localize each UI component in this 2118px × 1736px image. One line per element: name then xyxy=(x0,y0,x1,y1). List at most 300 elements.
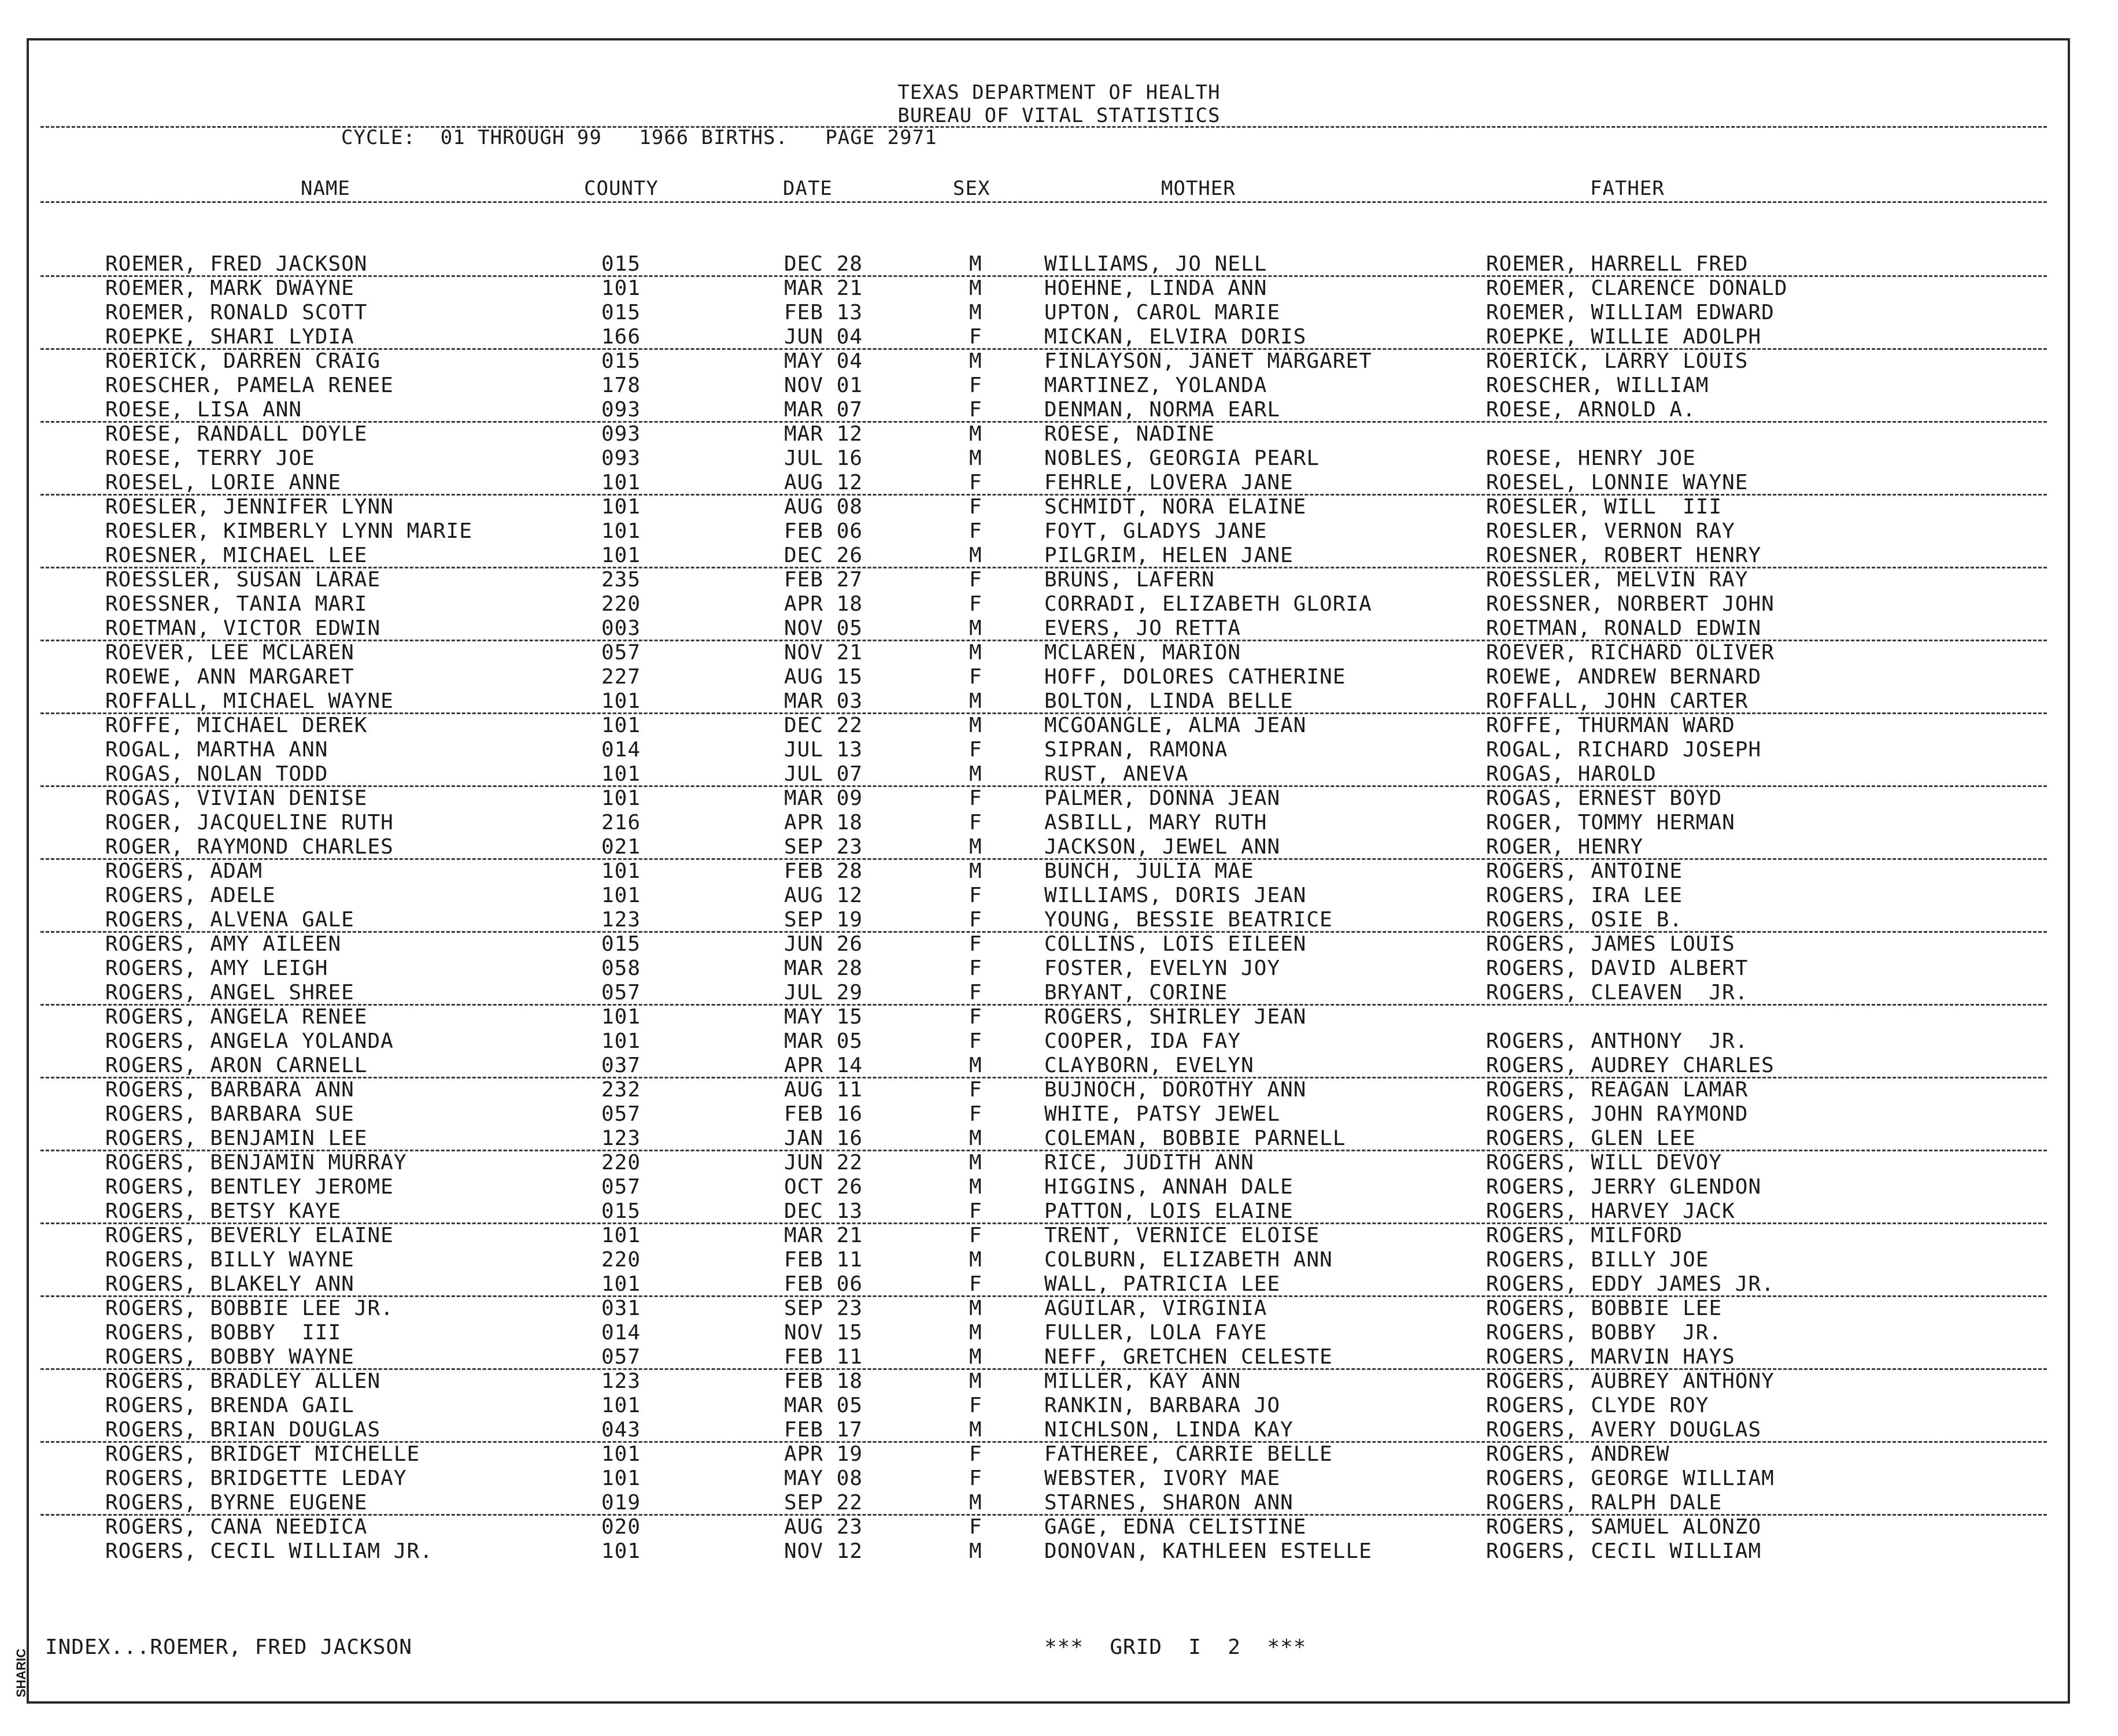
cell-mother: RANKIN, BARBARA JO xyxy=(1044,1394,1281,1417)
cell-date: JUN 22 xyxy=(784,1151,863,1174)
cell-father: ROGERS, JERRY GLENDON xyxy=(1486,1175,1762,1199)
cell-name: ROGERS, BYRNE EUGENE xyxy=(105,1491,368,1515)
cell-father: ROGERS, EDDY JAMES JR. xyxy=(1486,1272,1775,1296)
cell-county: 015 xyxy=(601,1199,641,1223)
cell-date: FEB 27 xyxy=(784,568,863,592)
cell-name: ROESCHER, PAMELA RENEE xyxy=(105,374,394,397)
cell-mother: MCGOANGLE, ALMA JEAN xyxy=(1044,714,1307,737)
cell-father: ROESE, HENRY JOE xyxy=(1486,446,1696,470)
cell-sex: F xyxy=(969,1005,982,1029)
cell-name: ROEVER, LEE MCLAREN xyxy=(105,641,354,664)
cell-name: ROGERS, BOBBY III xyxy=(105,1321,342,1345)
cell-name: ROFFE, MICHAEL DEREK xyxy=(105,714,368,737)
table-row xyxy=(0,301,2118,325)
cell-name: ROGERS, ADELE xyxy=(105,884,276,907)
cell-name: ROGAL, MARTHA ANN xyxy=(105,738,328,762)
footer-index: INDEX...ROEMER, FRED JACKSON xyxy=(45,1635,412,1659)
cell-father: ROGERS, DAVID ALBERT xyxy=(1486,956,1749,980)
cell-county: 101 xyxy=(601,859,641,883)
cell-father: ROERICK, LARRY LOUIS xyxy=(1486,349,1749,373)
cell-mother: COLBURN, ELIZABETH ANN xyxy=(1044,1248,1333,1272)
cell-county: 057 xyxy=(601,1345,641,1369)
cell-sex: F xyxy=(969,1029,982,1053)
cell-father: ROESEL, LONNIE WAYNE xyxy=(1486,471,1749,494)
table-row xyxy=(0,1321,2118,1345)
cell-sex: F xyxy=(969,495,982,519)
cell-father: ROGERS, RALPH DALE xyxy=(1486,1491,1723,1515)
cell-name: ROETMAN, VICTOR EDWIN xyxy=(105,616,381,640)
cell-sex: F xyxy=(969,786,982,810)
cell-mother: WALL, PATRICIA LEE xyxy=(1044,1272,1281,1296)
column-header-rule xyxy=(40,201,2047,203)
table-row xyxy=(0,1248,2118,1272)
cell-date: MAY 08 xyxy=(784,1467,863,1490)
cell-mother: FATHEREE, CARRIE BELLE xyxy=(1044,1442,1333,1466)
cell-date: DEC 22 xyxy=(784,714,863,737)
cell-sex: M xyxy=(969,446,982,470)
col-header-date: DATE xyxy=(783,177,833,200)
cell-name: ROGERS, ALVENA GALE xyxy=(105,908,354,932)
cell-father: ROGAS, ERNEST BOYD xyxy=(1486,786,1723,810)
cell-mother: NEFF, GRETCHEN CELESTE xyxy=(1044,1345,1333,1369)
footer-grid: *** GRID I 2 *** xyxy=(1044,1635,1307,1659)
cell-mother: CLAYBORN, EVELYN xyxy=(1044,1054,1254,1077)
cell-mother: PALMER, DONNA JEAN xyxy=(1044,786,1281,810)
col-header-county: COUNTY xyxy=(584,177,659,200)
cell-name: ROESE, RANDALL DOYLE xyxy=(105,422,368,446)
cell-name: ROGERS, BENTLEY JEROME xyxy=(105,1175,394,1199)
cycle-line: CYCLE: 01 THROUGH 99 1966 BIRTHS. PAGE 2971 xyxy=(341,126,937,149)
cell-father: ROGERS, AVERY DOUGLAS xyxy=(1486,1418,1762,1442)
cell-mother: ASBILL, MARY RUTH xyxy=(1044,811,1267,834)
cell-father: ROGERS, AUDREY CHARLES xyxy=(1486,1054,1775,1077)
cell-county: 220 xyxy=(601,592,641,616)
cell-sex: F xyxy=(969,1394,982,1417)
cell-date: APR 19 xyxy=(784,1442,863,1466)
table-row xyxy=(0,1515,2118,1539)
cell-name: ROEMER, RONALD SCOTT xyxy=(105,301,368,324)
cell-father: ROEVER, RICHARD OLIVER xyxy=(1486,641,1775,664)
cell-mother: STARNES, SHARON ANN xyxy=(1044,1491,1293,1515)
cell-name: ROEWE, ANN MARGARET xyxy=(105,665,354,689)
cell-sex: F xyxy=(969,519,982,543)
cell-mother: COLEMAN, BOBBIE PARNELL xyxy=(1044,1126,1346,1150)
col-header-mother: MOTHER xyxy=(1161,177,1236,200)
cell-mother: FULLER, LOLA FAYE xyxy=(1044,1321,1267,1345)
cell-father: ROGERS, WILL DEVOY xyxy=(1486,1151,1723,1174)
cell-father: ROEPKE, WILLIE ADOLPH xyxy=(1486,325,1762,349)
cell-father: ROGERS, REAGAN LAMAR xyxy=(1486,1078,1749,1102)
cell-father: ROESSLER, MELVIN RAY xyxy=(1486,568,1749,592)
cell-county: 101 xyxy=(601,714,641,737)
cell-mother: MCLAREN, MARION xyxy=(1044,641,1241,664)
table-row xyxy=(0,665,2118,689)
cell-father: ROGERS, BILLY JOE xyxy=(1486,1248,1709,1272)
col-header-father: FATHER xyxy=(1590,177,1665,200)
cell-date: NOV 05 xyxy=(784,616,863,640)
cell-mother: GAGE, EDNA CELISTINE xyxy=(1044,1515,1307,1539)
cell-date: JAN 16 xyxy=(784,1126,863,1150)
cell-mother: PILGRIM, HELEN JANE xyxy=(1044,544,1293,567)
cell-father: ROFFE, THURMAN WARD xyxy=(1486,714,1735,737)
cell-father: ROESCHER, WILLIAM xyxy=(1486,374,1709,397)
cell-mother: DENMAN, NORMA EARL xyxy=(1044,398,1281,422)
cell-name: ROGERS, BETSY KAYE xyxy=(105,1199,342,1223)
cell-county: 101 xyxy=(601,471,641,494)
cell-name: ROGERS, BARBARA SUE xyxy=(105,1102,354,1126)
cell-date: APR 18 xyxy=(784,811,863,834)
cell-sex: M xyxy=(969,1539,982,1563)
cell-father: ROGERS, MILFORD xyxy=(1486,1224,1683,1247)
table-row xyxy=(0,786,2118,811)
cell-date: MAR 09 xyxy=(784,786,863,810)
side-mark: SHARIC xyxy=(14,1648,28,1698)
cell-father: ROGERS, MARVIN HAYS xyxy=(1486,1345,1735,1369)
cell-county: 123 xyxy=(601,1126,641,1150)
cell-county: 057 xyxy=(601,1102,641,1126)
cell-sex: M xyxy=(969,1369,982,1393)
cell-mother: NICHLSON, LINDA KAY xyxy=(1044,1418,1293,1442)
cell-county: 220 xyxy=(601,1151,641,1174)
cell-father: ROEMER, WILLIAM EDWARD xyxy=(1486,301,1775,324)
cell-sex: M xyxy=(969,1345,982,1369)
cell-date: OCT 26 xyxy=(784,1175,863,1199)
col-header-name: NAME xyxy=(301,177,350,200)
cell-father: ROESLER, WILL III xyxy=(1486,495,1723,519)
cell-date: NOV 21 xyxy=(784,641,863,664)
cell-mother: DONOVAN, KATHLEEN ESTELLE xyxy=(1044,1539,1372,1563)
table-row xyxy=(0,1126,2118,1151)
cell-sex: M xyxy=(969,1248,982,1272)
cell-county: 101 xyxy=(601,1442,641,1466)
cell-name: ROGERS, BENJAMIN MURRAY xyxy=(105,1151,407,1174)
cell-father: ROGERS, JOHN RAYMOND xyxy=(1486,1102,1749,1126)
cell-father: ROGERS, ANDREW xyxy=(1486,1442,1670,1466)
table-row xyxy=(0,519,2118,544)
table-row xyxy=(0,1102,2118,1126)
cell-name: ROESSNER, TANIA MARI xyxy=(105,592,368,616)
cell-name: ROGERS, BRADLEY ALLEN xyxy=(105,1369,381,1393)
cell-county: 216 xyxy=(601,811,641,834)
cell-sex: M xyxy=(969,835,982,859)
cell-name: ROGERS, BILLY WAYNE xyxy=(105,1248,354,1272)
cell-mother: YOUNG, BESSIE BEATRICE xyxy=(1044,908,1333,932)
table-row xyxy=(0,1394,2118,1418)
cell-father: ROGAL, RICHARD JOSEPH xyxy=(1486,738,1762,762)
table-row xyxy=(0,349,2118,374)
cell-sex: M xyxy=(969,252,982,276)
table-row xyxy=(0,398,2118,422)
cell-mother: BOLTON, LINDA BELLE xyxy=(1044,689,1293,713)
cell-county: 003 xyxy=(601,616,641,640)
cell-sex: F xyxy=(969,956,982,980)
cell-sex: M xyxy=(969,276,982,300)
cell-name: ROEMER, FRED JACKSON xyxy=(105,252,368,276)
table-row xyxy=(0,1029,2118,1054)
cell-county: 015 xyxy=(601,932,641,956)
cell-county: 014 xyxy=(601,738,641,762)
cell-father: ROESE, ARNOLD A. xyxy=(1486,398,1696,422)
cell-father: ROGERS, ANTOINE xyxy=(1486,859,1683,883)
cell-name: ROGERS, BEVERLY ELAINE xyxy=(105,1224,394,1247)
cell-sex: F xyxy=(969,1442,982,1466)
cell-county: 101 xyxy=(601,786,641,810)
cell-sex: M xyxy=(969,544,982,567)
cell-name: ROGERS, CECIL WILLIAM JR. xyxy=(105,1539,433,1563)
cell-county: 101 xyxy=(601,519,641,543)
cell-county: 021 xyxy=(601,835,641,859)
cell-date: AUG 12 xyxy=(784,884,863,907)
cell-mother: SCHMIDT, NORA ELAINE xyxy=(1044,495,1307,519)
cell-county: 101 xyxy=(601,884,641,907)
cell-father: ROGERS, HARVEY JACK xyxy=(1486,1199,1735,1223)
table-row xyxy=(0,422,2118,446)
cell-date: SEP 19 xyxy=(784,908,863,932)
cell-name: ROGERS, AMY AILEEN xyxy=(105,932,342,956)
cell-date: MAR 03 xyxy=(784,689,863,713)
table-row xyxy=(0,981,2118,1005)
cell-mother: NOBLES, GEORGIA PEARL xyxy=(1044,446,1320,470)
cell-mother: FEHRLE, LOVERA JANE xyxy=(1044,471,1293,494)
table-row xyxy=(0,446,2118,471)
cell-mother: AGUILAR, VIRGINIA xyxy=(1044,1297,1267,1320)
cell-sex: F xyxy=(969,738,982,762)
cell-father: ROGERS, GEORGE WILLIAM xyxy=(1486,1467,1775,1490)
table-row xyxy=(0,932,2118,956)
cell-sex: F xyxy=(969,665,982,689)
cell-sex: M xyxy=(969,689,982,713)
cell-father: ROGERS, OSIE B. xyxy=(1486,908,1683,932)
table-row xyxy=(0,1272,2118,1297)
cell-sex: F xyxy=(969,1467,982,1490)
cell-county: 015 xyxy=(601,349,641,373)
table-row xyxy=(0,956,2118,981)
cell-date: MAR 21 xyxy=(784,276,863,300)
cell-name: ROGER, JACQUELINE RUTH xyxy=(105,811,394,834)
cell-county: 101 xyxy=(601,1029,641,1053)
cell-county: 101 xyxy=(601,1394,641,1417)
cell-date: AUG 08 xyxy=(784,495,863,519)
table-row xyxy=(0,1345,2118,1369)
table-row xyxy=(0,1151,2118,1175)
cell-date: MAR 28 xyxy=(784,956,863,980)
cell-date: SEP 23 xyxy=(784,835,863,859)
cell-mother: JACKSON, JEWEL ANN xyxy=(1044,835,1281,859)
cell-date: SEP 23 xyxy=(784,1297,863,1320)
cell-county: 101 xyxy=(601,544,641,567)
cell-county: 019 xyxy=(601,1491,641,1515)
cell-name: ROGERS, BRENDA GAIL xyxy=(105,1394,354,1417)
cell-mother: BRYANT, CORINE xyxy=(1044,981,1228,1004)
table-row xyxy=(0,1199,2118,1224)
cell-father: ROESSNER, NORBERT JOHN xyxy=(1486,592,1775,616)
cell-mother: BUNCH, JULIA MAE xyxy=(1044,859,1254,883)
cell-mother: UPTON, CAROL MARIE xyxy=(1044,301,1281,324)
cell-name: ROESE, LISA ANN xyxy=(105,398,302,422)
cell-date: FEB 13 xyxy=(784,301,863,324)
cell-date: MAY 04 xyxy=(784,349,863,373)
cell-sex: F xyxy=(969,1199,982,1223)
table-row xyxy=(0,568,2118,592)
cell-sex: M xyxy=(969,301,982,324)
cell-father: ROGERS, ANTHONY JR. xyxy=(1486,1029,1749,1053)
cell-name: ROGERS, BARBARA ANN xyxy=(105,1078,354,1102)
cell-mother: WILLIAMS, JO NELL xyxy=(1044,252,1267,276)
cell-name: ROESNER, MICHAEL LEE xyxy=(105,544,368,567)
cell-county: 101 xyxy=(601,495,641,519)
cell-mother: FINLAYSON, JANET MARGARET xyxy=(1044,349,1372,373)
cell-mother: BRUNS, LAFERN xyxy=(1044,568,1215,592)
cell-father: ROGERS, IRA LEE xyxy=(1486,884,1683,907)
table-row xyxy=(0,544,2118,568)
table-row xyxy=(0,1491,2118,1515)
table-row xyxy=(0,738,2118,762)
cell-father: ROGERS, GLEN LEE xyxy=(1486,1126,1696,1150)
table-row xyxy=(0,689,2118,714)
cell-county: 123 xyxy=(601,1369,641,1393)
cell-father: ROGAS, HAROLD xyxy=(1486,762,1657,786)
cell-date: JUL 13 xyxy=(784,738,863,762)
cell-mother: COLLINS, LOIS EILEEN xyxy=(1044,932,1307,956)
cell-date: JUN 26 xyxy=(784,932,863,956)
cell-name: ROESLER, KIMBERLY LYNN MARIE xyxy=(105,519,472,543)
cell-county: 037 xyxy=(601,1054,641,1077)
table-row xyxy=(0,276,2118,301)
cell-sex: M xyxy=(969,1054,982,1077)
cell-mother: FOSTER, EVELYN JOY xyxy=(1044,956,1281,980)
cell-date: NOV 01 xyxy=(784,374,863,397)
cell-sex: F xyxy=(969,1224,982,1247)
cell-mother: TRENT, VERNICE ELOISE xyxy=(1044,1224,1320,1247)
cell-county: 235 xyxy=(601,568,641,592)
cell-county: 123 xyxy=(601,908,641,932)
bureau-title: BUREAU OF VITAL STATISTICS xyxy=(897,104,1221,127)
cell-father: ROESLER, VERNON RAY xyxy=(1486,519,1735,543)
cell-mother: MARTINEZ, YOLANDA xyxy=(1044,374,1267,397)
table-row xyxy=(0,374,2118,398)
cell-sex: F xyxy=(969,1102,982,1126)
cell-county: 101 xyxy=(601,1539,641,1563)
cell-name: ROFFALL, MICHAEL WAYNE xyxy=(105,689,394,713)
cell-county: 015 xyxy=(601,301,641,324)
cell-name: ROGERS, BOBBY WAYNE xyxy=(105,1345,354,1369)
cell-mother: EVERS, JO RETTA xyxy=(1044,616,1241,640)
cell-county: 020 xyxy=(601,1515,641,1539)
cell-mother: MILLER, KAY ANN xyxy=(1044,1369,1241,1393)
cell-name: ROEPKE, SHARI LYDIA xyxy=(105,325,354,349)
table-row xyxy=(0,616,2118,641)
col-header-sex: SEX xyxy=(953,177,990,200)
cell-date: FEB 17 xyxy=(784,1418,863,1442)
table-row xyxy=(0,835,2118,859)
cell-father: ROGER, TOMMY HERMAN xyxy=(1486,811,1735,834)
cell-sex: M xyxy=(969,1491,982,1515)
cell-father: ROETMAN, RONALD EDWIN xyxy=(1486,616,1762,640)
cell-name: ROESLER, JENNIFER LYNN xyxy=(105,495,394,519)
table-row xyxy=(0,811,2118,835)
cell-sex: F xyxy=(969,568,982,592)
table-row xyxy=(0,859,2118,884)
cell-father: ROGERS, BOBBY JR. xyxy=(1486,1321,1723,1345)
cell-sex: M xyxy=(969,1321,982,1345)
cell-name: ROEMER, MARK DWAYNE xyxy=(105,276,354,300)
cell-name: ROGERS, CANA NEEDICA xyxy=(105,1515,368,1539)
cell-name: ROGERS, BRIDGETTE LEDAY xyxy=(105,1467,407,1490)
department-title: TEXAS DEPARTMENT OF HEALTH xyxy=(897,81,1221,104)
cell-date: FEB 18 xyxy=(784,1369,863,1393)
cell-date: FEB 11 xyxy=(784,1248,863,1272)
cell-date: FEB 06 xyxy=(784,519,863,543)
cell-date: FEB 28 xyxy=(784,859,863,883)
cell-sex: F xyxy=(969,981,982,1004)
cell-sex: M xyxy=(969,1418,982,1442)
cell-father: ROGERS, CLYDE ROY xyxy=(1486,1394,1709,1417)
cell-sex: F xyxy=(969,1515,982,1539)
cell-name: ROGERS, BENJAMIN LEE xyxy=(105,1126,368,1150)
cell-mother: ROGERS, SHIRLEY JEAN xyxy=(1044,1005,1307,1029)
table-row xyxy=(0,641,2118,665)
table-row xyxy=(0,471,2118,495)
cell-name: ROGERS, ARON CARNELL xyxy=(105,1054,368,1077)
table-row xyxy=(0,1369,2118,1394)
cell-county: 015 xyxy=(601,252,641,276)
cell-name: ROGER, RAYMOND CHARLES xyxy=(105,835,394,859)
table-row xyxy=(0,1467,2118,1491)
cell-date: DEC 26 xyxy=(784,544,863,567)
cell-mother: BUJNOCH, DOROTHY ANN xyxy=(1044,1078,1307,1102)
cell-county: 101 xyxy=(601,689,641,713)
cell-sex: F xyxy=(969,398,982,422)
cell-county: 101 xyxy=(601,762,641,786)
cell-father: ROGERS, JAMES LOUIS xyxy=(1486,932,1735,956)
cell-date: JUL 07 xyxy=(784,762,863,786)
cell-sex: F xyxy=(969,884,982,907)
table-row xyxy=(0,1005,2118,1029)
cell-sex: M xyxy=(969,641,982,664)
cell-name: ROGERS, BOBBIE LEE JR. xyxy=(105,1297,394,1320)
table-row xyxy=(0,1078,2118,1102)
cell-county: 057 xyxy=(601,1175,641,1199)
cell-date: MAR 12 xyxy=(784,422,863,446)
cell-date: FEB 16 xyxy=(784,1102,863,1126)
cell-date: APR 18 xyxy=(784,592,863,616)
cell-date: AUG 15 xyxy=(784,665,863,689)
table-row xyxy=(0,1442,2118,1467)
cell-father: ROEWE, ANDREW BERNARD xyxy=(1486,665,1762,689)
cell-father: ROGERS, AUBREY ANTHONY xyxy=(1486,1369,1775,1393)
cell-sex: M xyxy=(969,349,982,373)
cell-sex: F xyxy=(969,1272,982,1296)
cell-father: ROGERS, BOBBIE LEE xyxy=(1486,1297,1723,1320)
cell-date: AUG 12 xyxy=(784,471,863,494)
cell-mother: MICKAN, ELVIRA DORIS xyxy=(1044,325,1307,349)
cell-name: ROGERS, ANGELA YOLANDA xyxy=(105,1029,394,1053)
cell-name: ROGERS, BRIDGET MICHELLE xyxy=(105,1442,420,1466)
cell-county: 101 xyxy=(601,276,641,300)
cell-father: ROEMER, CLARENCE DONALD xyxy=(1486,276,1788,300)
cell-father: ROGERS, SAMUEL ALONZO xyxy=(1486,1515,1762,1539)
cell-mother: HOFF, DOLORES CATHERINE xyxy=(1044,665,1346,689)
cell-sex: M xyxy=(969,1297,982,1320)
cell-sex: F xyxy=(969,908,982,932)
cell-mother: RICE, JUDITH ANN xyxy=(1044,1151,1254,1174)
cell-date: FEB 06 xyxy=(784,1272,863,1296)
cell-mother: SIPRAN, RAMONA xyxy=(1044,738,1228,762)
cell-date: FEB 11 xyxy=(784,1345,863,1369)
cell-sex: M xyxy=(969,714,982,737)
cell-county: 057 xyxy=(601,641,641,664)
cell-county: 101 xyxy=(601,1467,641,1490)
